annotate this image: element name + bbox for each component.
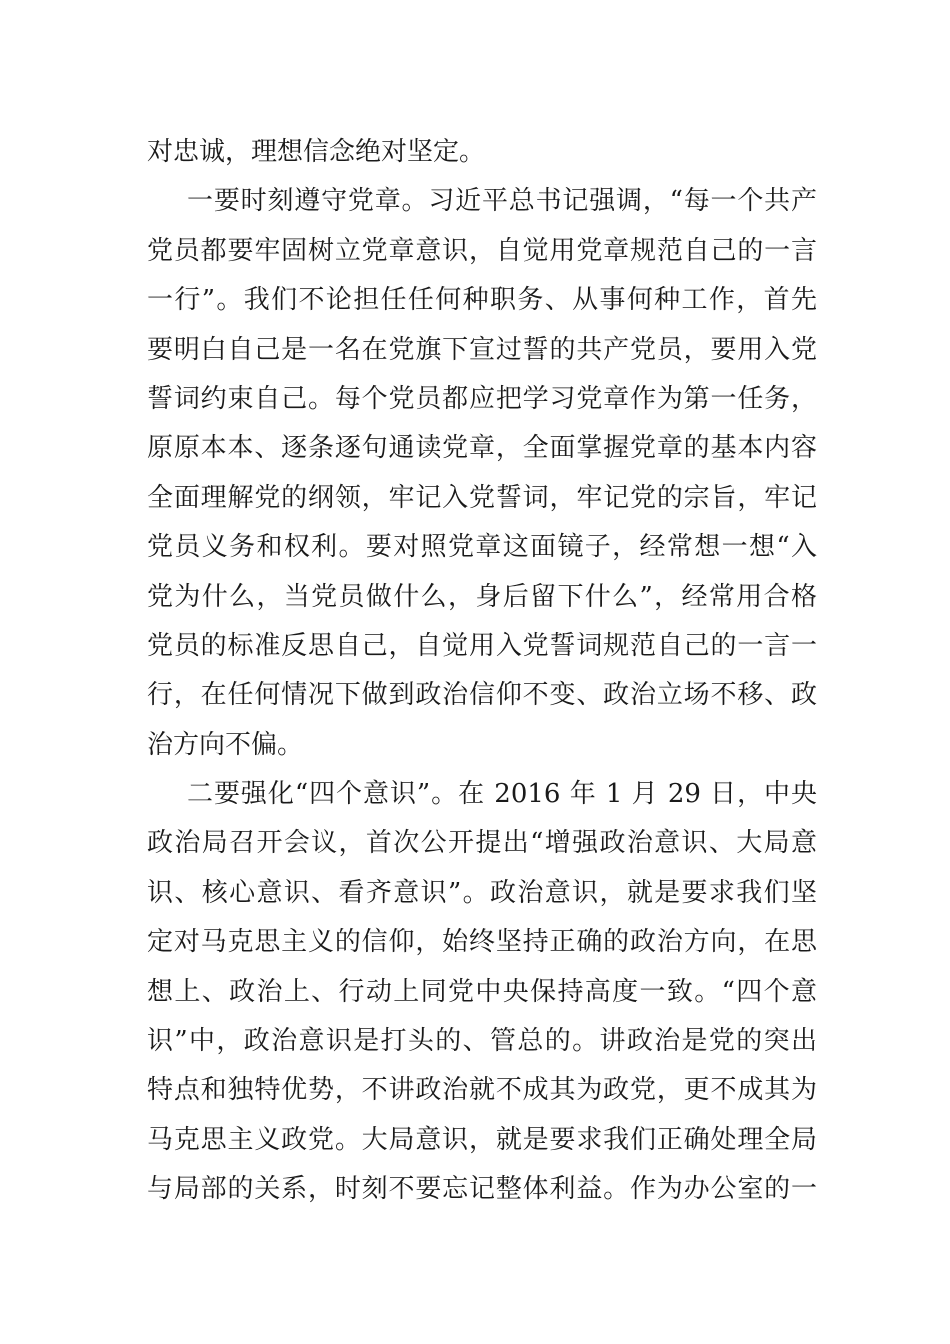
text-line: 誓词约束自己。每个党员都应把学习党章作为第一任务，	[147, 383, 817, 414]
text-line: 行，在任何情况下做到政治信仰不变、政治立场不移、政	[147, 680, 817, 711]
text-line: 党为什么，当党员做什么，身后留下什么”，经常用合格	[147, 581, 817, 612]
document-body-text	[147, 128, 817, 1215]
text-line: 识”中，政治意识是打头的、管总的。讲政治是党的突出	[147, 1026, 817, 1057]
text-line: 一要时刻遵守党章。习近平总书记强调，“每一个共产	[187, 186, 817, 217]
text-line: 二要强化“四个意识”。在 2016 年 1 月 29 日，中央	[187, 779, 817, 810]
text-line: 想上、政治上、行动上同党中央保持高度一致。“四个意	[147, 976, 817, 1007]
text-line: 治方向不偏。	[147, 729, 304, 760]
text-line: 定对马克思主义的信仰，始终坚持正确的政治方向，在思	[147, 927, 817, 958]
text-line: 原原本本、逐条逐句通读党章，全面掌握党章的基本内容	[147, 433, 817, 464]
text-line: 党员义务和权利。要对照党章这面镜子，经常想一想“入	[147, 532, 817, 563]
text-line: 要明白自己是一名在党旗下宣过誓的共产党员，要用入党	[147, 334, 817, 365]
text-line: 与局部的关系，时刻不要忘记整体利益。作为办公室的一	[147, 1174, 817, 1205]
text-line: 政治局召开会议，首次公开提出“增强政治意识、大局意	[147, 828, 817, 859]
text-line: 党员的标准反思自己，自觉用入党誓词规范自己的一言一	[147, 630, 817, 661]
text-line: 一行”。我们不论担任任何种职务、从事何种工作，首先	[147, 285, 817, 316]
text-line: 识、核心意识、看齐意识”。政治意识，就是要求我们坚	[147, 877, 817, 908]
text-line: 全面理解党的纲领，牢记入党誓词，牢记党的宗旨，牢记	[147, 482, 817, 513]
text-line: 特点和独特优势，不讲政治就不成其为政党，更不成其为	[147, 1075, 817, 1106]
text-line: 党员都要牢固树立党章意识，自觉用党章规范自己的一言	[147, 235, 817, 266]
text-line: 马克思主义政党。大局意识，就是要求我们正确处理全局	[147, 1124, 817, 1155]
text-line: 对忠诚，理想信念绝对坚定。	[147, 137, 486, 167]
